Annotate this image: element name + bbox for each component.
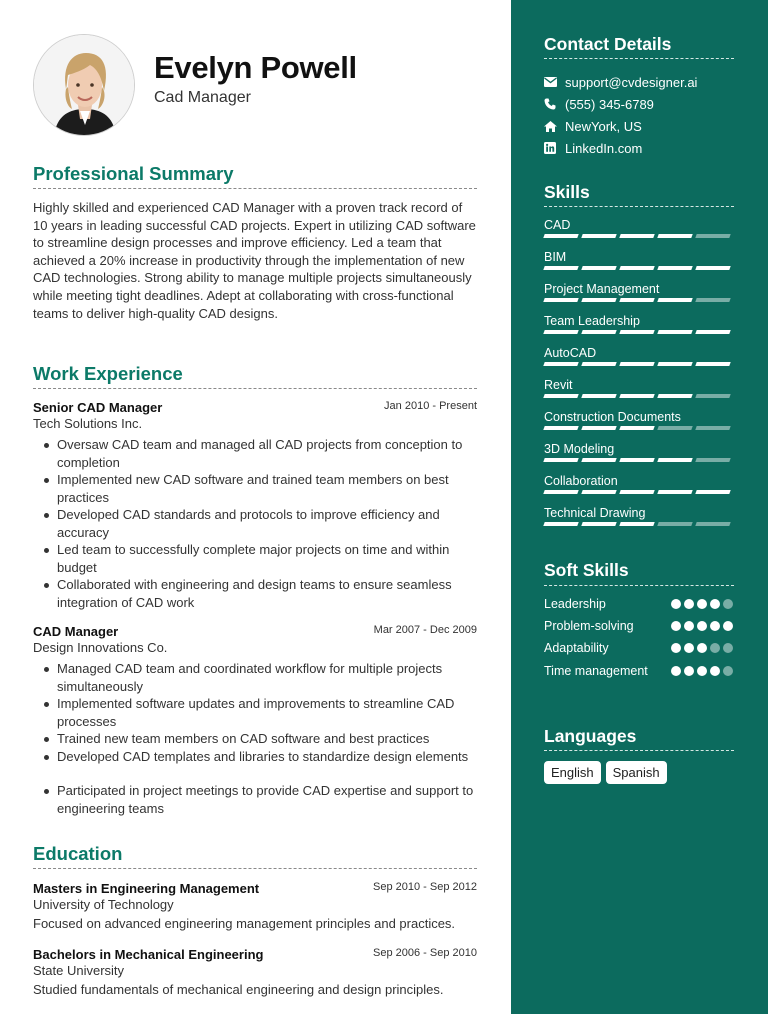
skill-name: Construction Documents [544,410,681,424]
soft-skill-rating [671,599,733,609]
skill-level-segment [695,234,730,238]
skill-level-segment [543,266,578,270]
rating-dot [710,643,720,653]
rating-dot [671,643,681,653]
skill-level-bar [543,298,734,302]
skill-name: Team Leadership [544,314,640,328]
education-school: State University [33,963,125,978]
soft-skill-item [544,663,734,680]
rating-dot [710,621,720,631]
languages-list [544,761,667,784]
skill-level-segment [619,234,654,238]
skill-level-segment [543,426,578,430]
experience-heading: Work Experience [33,363,183,384]
skill-level-segment [581,458,616,462]
rating-dot [684,621,694,631]
skill-item [544,314,734,334]
rating-dot [671,599,681,609]
soft-skill-name: Adaptability [544,641,609,655]
job-role: Senior CAD Manager [33,400,163,415]
soft-skill-name: Leadership [544,597,606,611]
soft-skill-name: Time management [544,664,648,678]
education-description: Studied fundamentals of mechanical engineering and design principles. [33,982,444,997]
job-company: Design Innovations Co. [33,640,168,655]
education-school: University of Technology [33,897,174,912]
soft-skill-name: Problem-solving [544,619,634,633]
skill-level-segment [581,266,616,270]
job-company: Tech Solutions Inc. [33,416,143,431]
skill-level-segment [619,490,654,494]
skill-level-segment [657,362,692,366]
skill-level-segment [619,362,654,366]
skill-level-segment [657,394,692,398]
skill-level-segment [581,298,616,302]
skill-level-segment [543,522,578,526]
job-entry [33,399,477,611]
skill-level-segment [581,362,616,366]
skill-level-segment [695,458,730,462]
contact-location [544,115,744,137]
skill-level-segment [543,330,578,334]
skill-level-segment [657,298,692,302]
education-entry [33,880,477,931]
skill-level-segment [619,426,654,430]
rating-dot [684,666,694,676]
skill-level-bar [543,426,734,430]
education-degree: Bachelors in Mechanical Engineering [33,947,264,962]
rating-dot [697,666,707,676]
rating-dot [710,666,720,676]
contact-phone[interactable] [544,93,744,115]
soft-skill-rating [671,643,733,653]
contact-divider [544,58,734,59]
skill-level-segment [657,522,692,526]
skill-level-segment [543,490,578,494]
skill-level-segment [543,394,578,398]
home-icon [544,121,565,132]
phone-icon [544,98,565,110]
skill-item [544,378,734,398]
job-bullets [33,660,477,817]
job-role: CAD Manager [33,624,119,639]
job-header [33,399,477,416]
skill-item [544,346,734,366]
skill-level-segment [695,490,730,494]
skill-name: Collaboration [544,474,618,488]
skill-item [544,218,734,238]
rating-dot [671,666,681,676]
skill-level-bar [543,458,734,462]
rating-dot [697,643,707,653]
summary-text: Highly skilled and experienced CAD Manager with a proven track record of 10 years in leading successful CAD projects. Expert in utilizing CAD software to streamline design processes and improve efficiency. Led a team that achieved a 20% increase in productivity through the implementation of new CAD technologies. Strong ability to manage multiple projects simultaneously while meeting tight deadlines. Adept at collaborating with cross-functional teams to deliver high-quality CAD designs. [33,200,476,321]
language-tag: English [544,761,601,784]
skill-level-segment [581,234,616,238]
education-degree: Masters in Engineering Management [33,881,260,896]
summary-heading: Professional Summary [33,163,234,184]
summary-divider [33,188,477,189]
skill-item [544,474,734,494]
job-date: Jan 2010 - Present [384,400,477,412]
skill-level-segment [619,266,654,270]
job-bullet: Led team to successfully complete major projects on time and within budget [33,541,477,576]
rating-dot [684,599,694,609]
skill-level-segment [619,458,654,462]
skills-heading: Skills [544,182,590,202]
contact-phone-text: (555) 345-6789 [565,96,654,112]
skill-level-bar [543,490,734,494]
skill-level-bar [543,266,734,270]
skill-level-segment [657,266,692,270]
education-header [33,946,477,963]
languages-heading: Languages [544,726,637,746]
education-entry [33,946,477,997]
skill-level-segment [619,298,654,302]
job-bullet: Trained new team members on CAD software and best practices [33,730,477,748]
skill-level-bar [543,394,734,398]
contact-email-text: support@cvdesigner.ai [565,74,698,90]
skill-level-segment [695,362,730,366]
skill-item [544,250,734,270]
contact-list [544,71,744,159]
job-bullets [33,436,477,611]
contact-heading: Contact Details [544,34,672,54]
job-header [33,623,477,640]
linkedin-icon [544,142,565,154]
soft-skills-heading: Soft Skills [544,560,629,580]
soft-skills-divider [544,585,734,586]
skill-level-segment [543,298,578,302]
skill-item [544,282,734,302]
skill-name: AutoCAD [544,346,597,360]
skill-level-segment [695,330,730,334]
contact-linkedin[interactable] [544,137,744,159]
profile-photo [34,35,135,136]
rating-dot [697,599,707,609]
job-bullet: Developed CAD standards and protocols to improve efficiency and accuracy [33,506,477,541]
skill-name: 3D Modeling [544,442,615,456]
education-heading: Education [33,843,123,864]
skill-level-segment [619,394,654,398]
education-header [33,880,477,897]
education-divider [33,868,477,869]
rating-dot [671,621,681,631]
skill-level-segment [695,522,730,526]
skill-level-segment [657,234,692,238]
candidate-name: Evelyn Powell [154,50,357,85]
skill-name: Project Management [544,282,660,296]
job-bullet: Collaborated with engineering and design teams to ensure seamless integration of CAD work [33,576,477,611]
skill-level-segment [543,234,578,238]
education-date: Sep 2006 - Sep 2010 [373,947,477,959]
skill-level-segment [695,298,730,302]
job-bullet: Participated in project meetings to provide CAD expertise and support to engineering teams [33,782,477,817]
education-date: Sep 2010 - Sep 2012 [373,881,477,893]
skill-level-bar [543,330,734,334]
skill-level-segment [543,458,578,462]
skill-level-bar [543,234,734,238]
job-date: Mar 2007 - Dec 2009 [373,624,477,636]
skill-level-bar [543,522,734,526]
job-bullet: Managed CAD team and coordinated workflow for multiple projects simultaneously [33,660,477,695]
skill-level-segment [657,426,692,430]
skill-item [544,442,734,462]
skill-name: BIM [544,250,567,264]
avatar [33,34,135,136]
envelope-icon [544,77,565,87]
soft-skill-rating [671,621,733,631]
rating-dot [710,599,720,609]
skill-level-segment [695,394,730,398]
skill-level-segment [695,266,730,270]
job-bullet: Implemented software updates and improvements to streamline CAD processes [33,695,477,730]
skill-level-segment [657,458,692,462]
job-bullet: Developed CAD templates and libraries to standardize design elements [33,748,477,766]
skill-level-segment [581,330,616,334]
rating-dot [684,643,694,653]
skill-level-segment [581,426,616,430]
candidate-title: Cad Manager [154,89,251,106]
education-description: Focused on advanced engineering management principles and practices. [33,916,456,931]
experience-divider [33,388,477,389]
skill-level-segment [581,394,616,398]
skill-item [544,506,734,526]
contact-location-text: NewYork, US [565,118,642,134]
skills-divider [544,206,734,207]
soft-skill-item [544,640,734,657]
skill-level-segment [543,362,578,366]
skill-name: Revit [544,378,573,392]
job-bullet: Oversaw CAD team and managed all CAD projects from conception to completion [33,436,477,471]
rating-dot [723,621,733,631]
language-tag: Spanish [606,761,667,784]
soft-skill-item [544,596,734,613]
soft-skill-item [544,618,734,635]
skill-level-segment [619,522,654,526]
contact-linkedin-text: LinkedIn.com [565,140,643,156]
skill-level-segment [695,426,730,430]
job-bullet: Implemented new CAD software and trained team members on best practices [33,471,477,506]
skill-level-segment [581,522,616,526]
skill-item [544,410,734,430]
skill-level-bar [543,362,734,366]
skill-level-segment [619,330,654,334]
rating-dot [697,621,707,631]
skill-name: Technical Drawing [544,506,646,520]
skill-name: CAD [544,218,571,232]
job-entry [33,623,477,817]
languages-divider [544,750,734,751]
soft-skill-rating [671,666,733,676]
contact-email[interactable] [544,71,744,93]
rating-dot [723,599,733,609]
rating-dot [723,643,733,653]
skill-level-segment [581,490,616,494]
skill-level-segment [657,490,692,494]
skill-level-segment [657,330,692,334]
rating-dot [723,666,733,676]
